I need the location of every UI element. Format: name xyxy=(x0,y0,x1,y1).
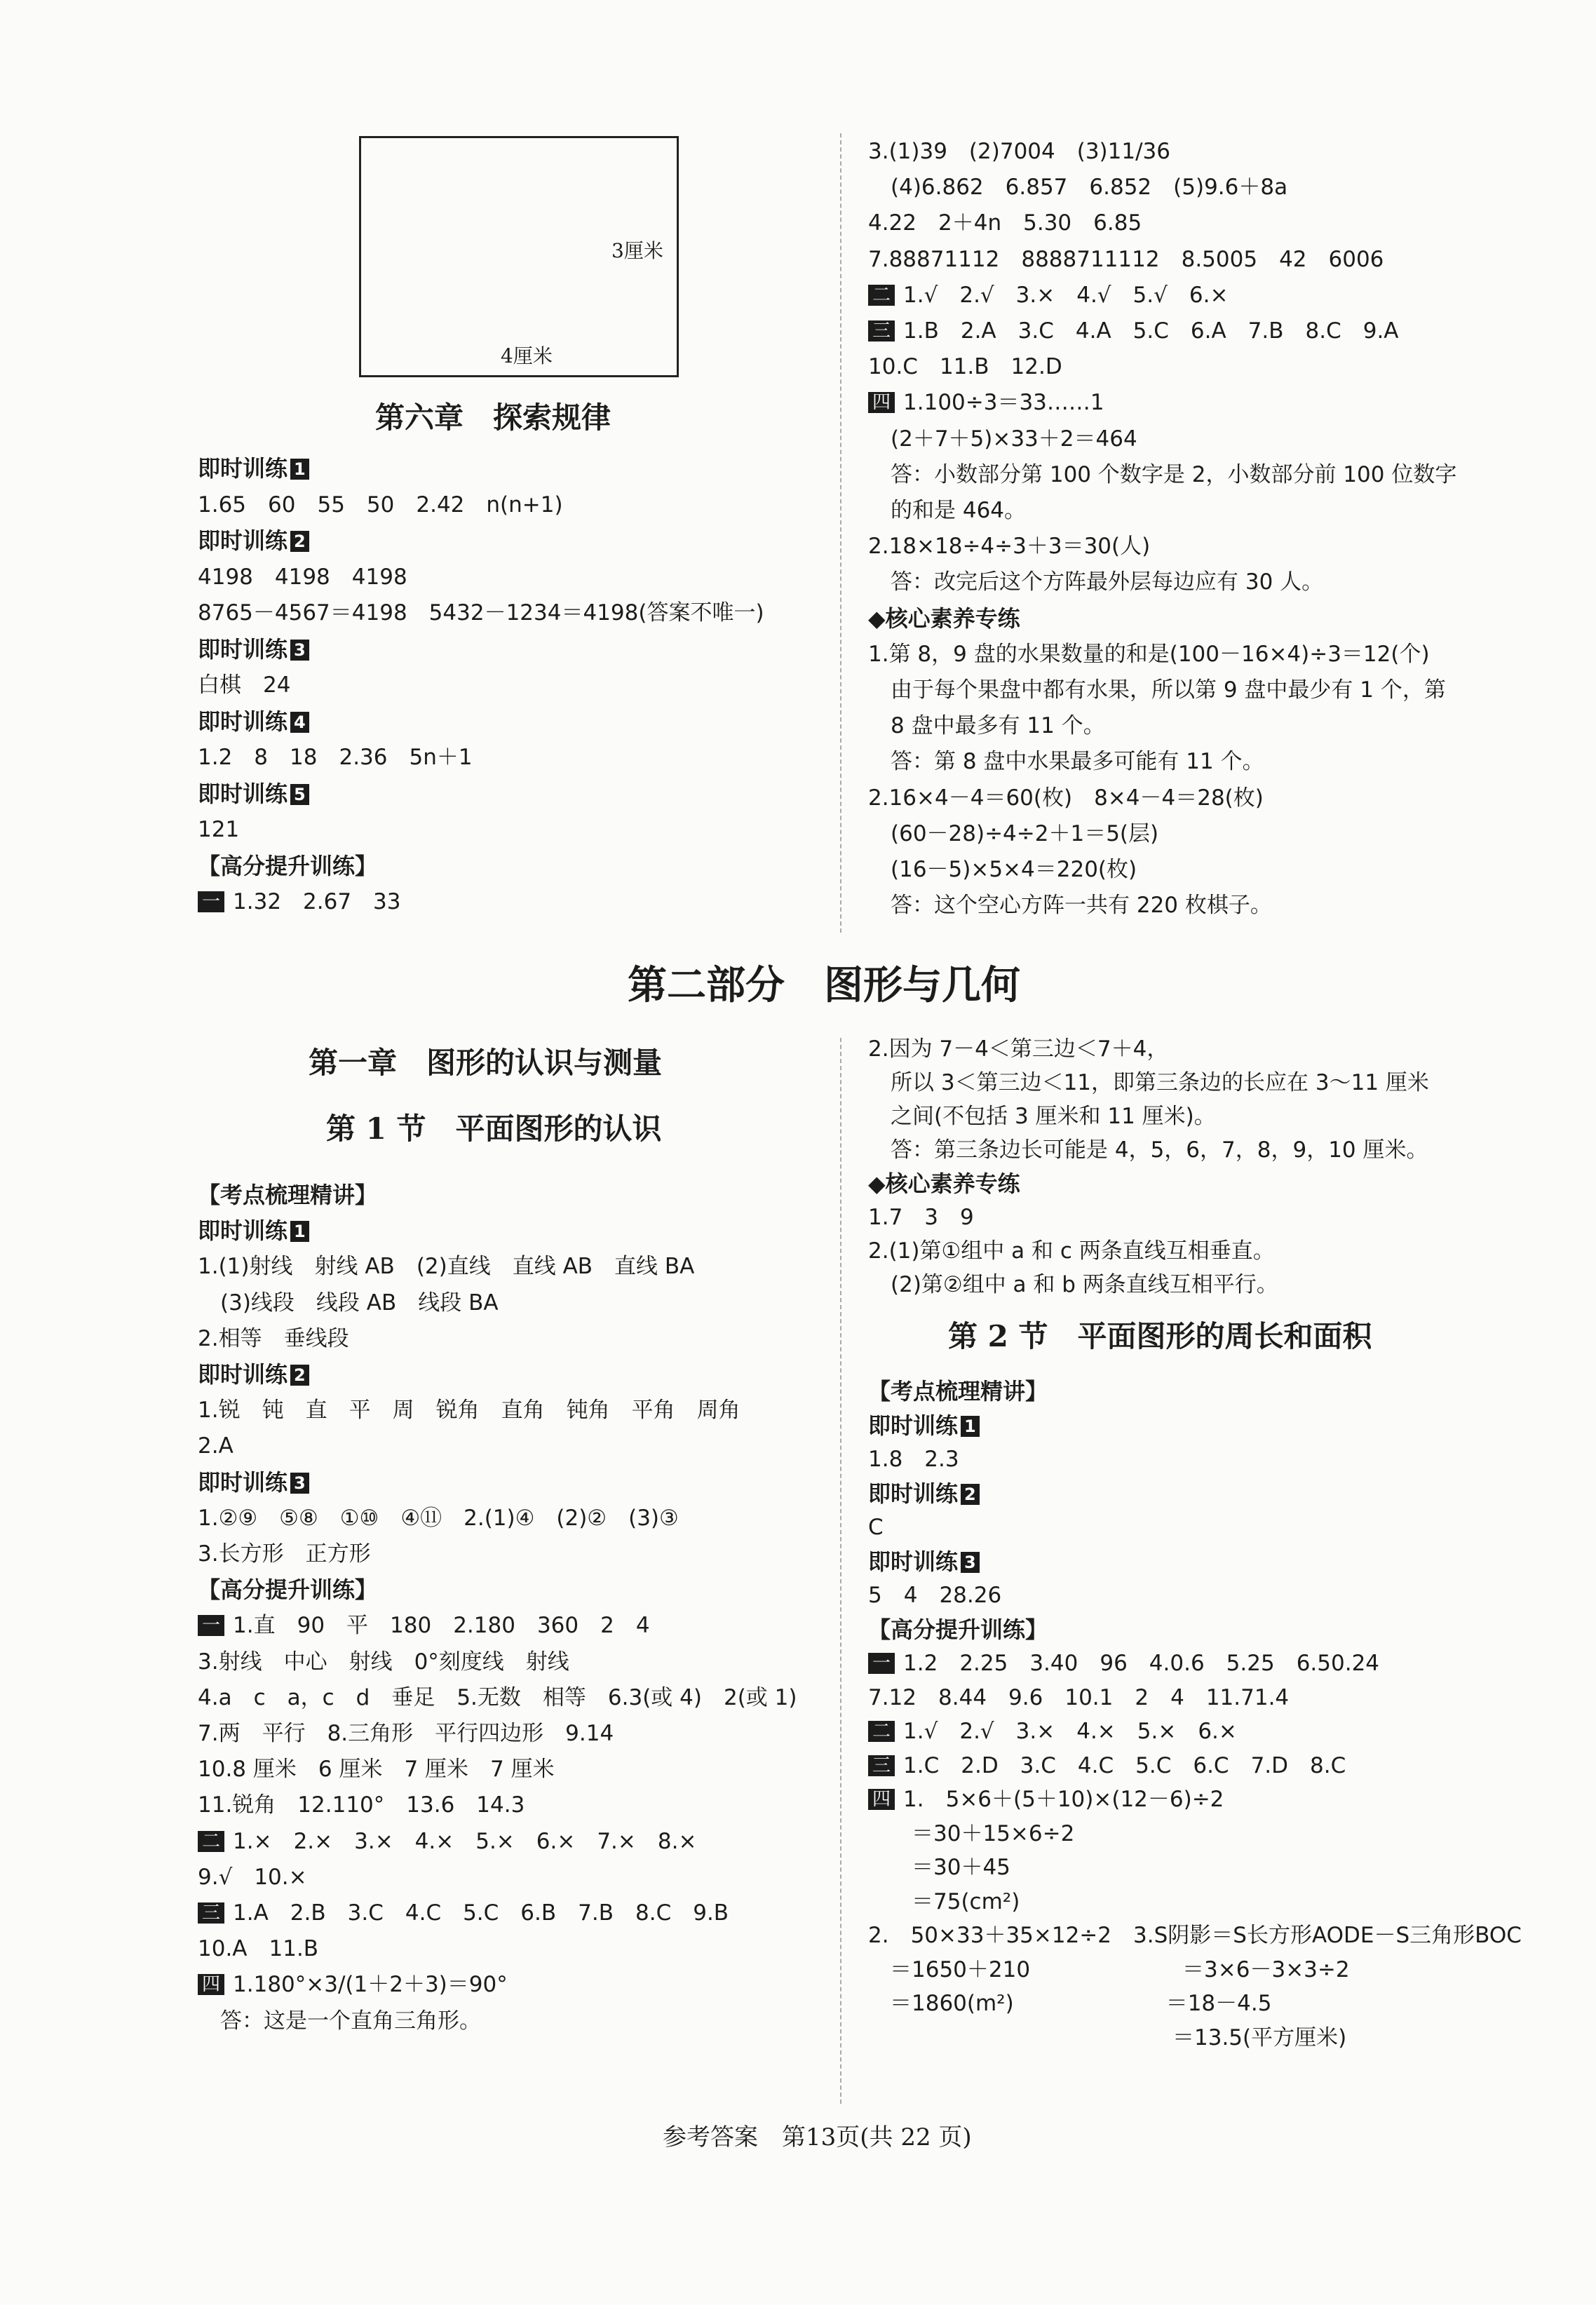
answer-line: ＝1650＋210 ＝3×6－3×3÷2 xyxy=(868,1956,1350,1982)
answer-line: 白棋 24 xyxy=(198,672,291,698)
section-heading xyxy=(868,1377,1048,1405)
question-group-badge: 四 xyxy=(868,392,895,413)
answer-line xyxy=(868,1785,1224,1813)
section-heading xyxy=(198,708,309,736)
answer-line: C xyxy=(868,1515,884,1540)
answer-text: 1.× 2.× 3.× 4.× 5.× 6.× 7.× 8.× xyxy=(233,1828,697,1854)
answer-line: 1.2 8 18 2.36 5n＋1 xyxy=(198,745,473,770)
section-label: 【考点梳理精讲】 xyxy=(868,1378,1048,1405)
answer-line: ＝30＋15×6÷2 xyxy=(868,1820,1075,1846)
chapter6-title: 第六章 探索规律 xyxy=(375,400,611,435)
answer-line: 8 盘中最多有 11 个。 xyxy=(891,713,1105,739)
answer-line: ＝1860(m²) ＝18－4.5 xyxy=(868,1991,1272,2016)
answer-line: 10.8 厘米 6 厘米 7 厘米 7 厘米 xyxy=(198,1757,555,1783)
section-heading xyxy=(868,604,1020,633)
section-label: 【考点梳理精讲】 xyxy=(198,1182,378,1208)
section-heading xyxy=(868,1548,980,1576)
section-number: 1 xyxy=(290,459,309,480)
section-label: 即时训练 xyxy=(198,1468,288,1496)
answer-line: 的和是 464。 xyxy=(891,498,1027,523)
answer-line: (16－5)×5×4＝220(枚) xyxy=(891,857,1137,882)
section-heading xyxy=(198,527,309,555)
section-number: 2 xyxy=(290,1365,309,1386)
answer-text: 1.直 90 平 180 2.180 360 2 4 xyxy=(233,1613,650,1639)
answer-text: 1.2 2.25 3.40 96 4.0.6 5.25 6.50.24 xyxy=(903,1651,1380,1676)
answer-line: 5 4 28.26 xyxy=(868,1583,1002,1608)
answer-line xyxy=(198,888,401,916)
answer-line: 1.锐 钝 直 平 周 锐角 直角 钝角 平角 周角 xyxy=(198,1398,740,1424)
answer-line: (4)6.862 6.857 6.852 (5)9.6＋8a xyxy=(891,175,1288,201)
answer-line: 3.射线 中心 射线 0°刻度线 射线 xyxy=(198,1649,569,1675)
answer-line: 3.长方形 正方形 xyxy=(198,1541,371,1567)
section-heading xyxy=(868,1170,1020,1198)
answer-line: (2＋7＋5)×33＋2＝464 xyxy=(891,426,1137,452)
answer-text: 1.√ 2.√ 3.× 4.× 5.× 6.× xyxy=(903,1719,1237,1744)
answer-line xyxy=(198,1827,696,1856)
section-label: 即时训练 xyxy=(198,708,288,735)
question-group-badge: 一 xyxy=(868,1653,895,1674)
answer-line: 2.16×4－4＝60(枚) 8×4－4＝28(枚) xyxy=(868,785,1264,811)
section-heading xyxy=(198,1217,309,1245)
answer-line xyxy=(198,1971,508,1999)
section-label: 即时训练 xyxy=(868,1480,959,1507)
section-heading xyxy=(868,1480,980,1508)
section-label: ◆核心素养专练 xyxy=(868,1170,1020,1197)
question-group-badge: 四 xyxy=(198,1974,224,1995)
section-number: 2 xyxy=(290,531,309,552)
section-label: ◆核心素养专练 xyxy=(868,604,1020,632)
answer-line: 2.A xyxy=(198,1433,234,1459)
section-number: 3 xyxy=(961,1552,980,1573)
answer-line: 答：第三条边长可能是 4，5，6，7，8，9，10 厘米。 xyxy=(891,1137,1428,1163)
answer-line: 7.12 8.44 9.6 10.1 2 4 11.71.4 xyxy=(868,1684,1290,1710)
answer-line: 7.88871112 8888711112 8.5005 42 6006 xyxy=(868,246,1384,272)
question-group-badge: 四 xyxy=(868,1789,895,1810)
answer-line xyxy=(868,1752,1346,1780)
section-number: 4 xyxy=(290,712,309,733)
question-group-badge: 二 xyxy=(198,1831,224,1852)
section-label: 【高分提升训练】 xyxy=(868,1616,1048,1643)
section-heading xyxy=(198,635,309,663)
answer-line xyxy=(868,281,1228,309)
section-heading xyxy=(868,1616,1048,1644)
section-label: 即时训练 xyxy=(198,780,288,807)
section-heading xyxy=(198,1360,309,1388)
answer-line: 答：第 8 盘中水果最多可能有 11 个。 xyxy=(891,749,1264,775)
answer-line: 7.两 平行 8.三角形 平行四边形 9.14 xyxy=(198,1721,614,1746)
answer-text: 1.B 2.A 3.C 4.A 5.C 6.A 7.B 8.C 9.A xyxy=(903,318,1399,344)
answer-line xyxy=(198,1611,650,1640)
section-heading xyxy=(198,1181,377,1209)
section-heading xyxy=(198,454,309,482)
answer-text: 1.√ 2.√ 3.× 4.√ 5.√ 6.× xyxy=(903,282,1229,308)
answer-line: 答：这是一个直角三角形。 xyxy=(220,2008,481,2034)
answer-line: 答：小数部分第 100 个数字是 2，小数部分前 100 位数字 xyxy=(891,461,1457,487)
answer-line: 8765－4567＝4198 5432－1234＝4198(答案不唯一) xyxy=(198,600,764,626)
answer-line: (3)线段 线段 AB 线段 BA xyxy=(220,1290,499,1316)
answer-line: (60－28)÷4÷2＋1＝5(层) xyxy=(891,820,1159,846)
section-number: 3 xyxy=(290,1473,309,1494)
section-label: 即时训练 xyxy=(198,635,288,663)
question-group-badge: 三 xyxy=(868,320,895,342)
answer-line: 之间(不包括 3 厘米和 11 厘米)。 xyxy=(891,1104,1216,1129)
answer-line: 所以 3＜第三边＜11，即第三条边的长应在 3～11 厘米 xyxy=(891,1070,1429,1095)
part2-title: 第二部分 图形与几何 xyxy=(628,962,1020,1008)
question-group-badge: 二 xyxy=(868,285,895,306)
answer-line: ＝30＋45 xyxy=(868,1855,1010,1880)
column-divider-bottom xyxy=(840,1038,841,2104)
answer-line: 1.②⑨ ⑤⑧ ①⑩ ④⑪ 2.(1)④ (2)② (3)③ xyxy=(198,1505,679,1531)
answer-line: 10.C 11.B 12.D xyxy=(868,354,1062,380)
question-group-badge: 三 xyxy=(198,1902,224,1924)
section-heading xyxy=(198,1468,309,1496)
answer-line xyxy=(868,1717,1237,1745)
section-number: 3 xyxy=(290,640,309,661)
answer-text: 1.A 2.B 3.C 4.C 5.C 6.B 7.B 8.C 9.B xyxy=(233,1900,729,1926)
section-label: 【高分提升训练】 xyxy=(198,1576,378,1604)
answer-line: 2.因为 7－4＜第三边＜7＋4， xyxy=(868,1036,1169,1062)
section2-title: 第 2 节 平面图形的周长和面积 xyxy=(948,1319,1372,1353)
answer-line: ＝13.5(平方厘米) xyxy=(868,2025,1347,2050)
page-footer: 参考答案 第13页(共 22 页) xyxy=(663,2123,972,2151)
answer-line xyxy=(868,317,1399,345)
answer-line: 2. 50×33＋35×12÷2 3.S阴影＝S长方形AODE－S三角形BOC xyxy=(868,1923,1522,1948)
answer-line: 3.(1)39 (2)7004 (3)11/36 xyxy=(868,139,1170,164)
section-heading xyxy=(868,1412,980,1440)
answer-line: 1.65 60 55 50 2.42 n(n+1) xyxy=(198,492,563,518)
answer-line: 2.(1)第①组中 a 和 c 两条直线互相垂直。 xyxy=(868,1238,1275,1264)
answer-line: 121 xyxy=(198,817,240,842)
answer-text: 1.C 2.D 3.C 4.C 5.C 6.C 7.D 8.C xyxy=(903,1752,1346,1778)
answer-line: 10.A 11.B xyxy=(198,1936,319,1962)
section-label: 即时训练 xyxy=(198,1361,288,1388)
answer-line: 2.18×18÷4÷3＋3＝30(人) xyxy=(868,534,1151,560)
answer-line: 由于每个果盘中都有水果，所以第 9 盘中最少有 1 个，第 xyxy=(891,677,1446,703)
question-group-badge: 一 xyxy=(198,891,224,912)
section-label: 【高分提升训练】 xyxy=(198,852,378,879)
answer-line: 11.锐角 12.110° 13.6 14.3 xyxy=(198,1792,525,1818)
answer-line: 答：这个空心方阵一共有 220 枚棋子。 xyxy=(891,893,1272,919)
answer-line: 1.8 2.3 xyxy=(868,1447,959,1472)
section-label: 即时训练 xyxy=(198,455,288,482)
answer-line xyxy=(868,1649,1379,1677)
rect-height-label: 3厘米 xyxy=(611,239,663,262)
section-heading xyxy=(198,852,377,880)
answer-line: 4.a c a，c d 垂足 5.无数 相等 6.3(或 4) 2(或 1) xyxy=(198,1684,797,1710)
answer-line: ＝75(cm²) xyxy=(868,1888,1020,1914)
answer-line: (2)第②组中 a 和 b 两条直线互相平行。 xyxy=(891,1272,1278,1297)
answer-text: 1.100÷3＝33……1 xyxy=(903,390,1104,416)
question-group-badge: 三 xyxy=(868,1755,895,1776)
answer-text: 1.32 2.67 33 xyxy=(233,889,401,914)
section-number: 1 xyxy=(290,1221,309,1242)
section-number: 5 xyxy=(290,784,309,805)
section-heading xyxy=(198,780,309,808)
section-label: 即时训练 xyxy=(868,1548,959,1575)
rect-width-label: 4厘米 xyxy=(501,344,553,367)
answer-line: 1.(1)射线 射线 AB (2)直线 直线 AB 直线 BA xyxy=(198,1254,695,1280)
section-heading xyxy=(198,1576,377,1604)
answer-line xyxy=(868,388,1104,417)
answer-line: 2.相等 垂线段 xyxy=(198,1325,349,1351)
section-number: 2 xyxy=(961,1484,980,1505)
section-label: 即时训练 xyxy=(868,1412,959,1439)
answer-text: 1. 5×6＋(5＋10)×(12－6)÷2 xyxy=(903,1787,1224,1812)
answer-line: 9.√ 10.× xyxy=(198,1864,307,1890)
question-group-badge: 二 xyxy=(868,1721,895,1742)
chapter1-title: 第一章 图形的认识与测量 xyxy=(309,1046,663,1080)
answer-line: 1.第 8，9 盘的水果数量的和是(100－16×4)÷3＝12(个) xyxy=(868,641,1430,667)
answer-text: 1.180°×3/(1＋2＋3)＝90° xyxy=(233,1972,508,1998)
answer-line: 4198 4198 4198 xyxy=(198,564,407,590)
answer-line: 4.22 2＋4n 5.30 6.85 xyxy=(868,210,1142,236)
section1-title: 第 1 节 平面图形的认识 xyxy=(326,1111,662,1146)
answer-line xyxy=(198,1899,729,1927)
answer-line: 1.7 3 9 xyxy=(868,1205,974,1230)
answer-line: 答：改完后这个方阵最外层每边应有 30 人。 xyxy=(891,569,1324,595)
section-label: 即时训练 xyxy=(198,527,288,554)
question-group-badge: 一 xyxy=(198,1615,224,1636)
section-number: 1 xyxy=(961,1416,980,1437)
column-divider-top xyxy=(840,133,841,933)
section-label: 即时训练 xyxy=(198,1217,288,1245)
